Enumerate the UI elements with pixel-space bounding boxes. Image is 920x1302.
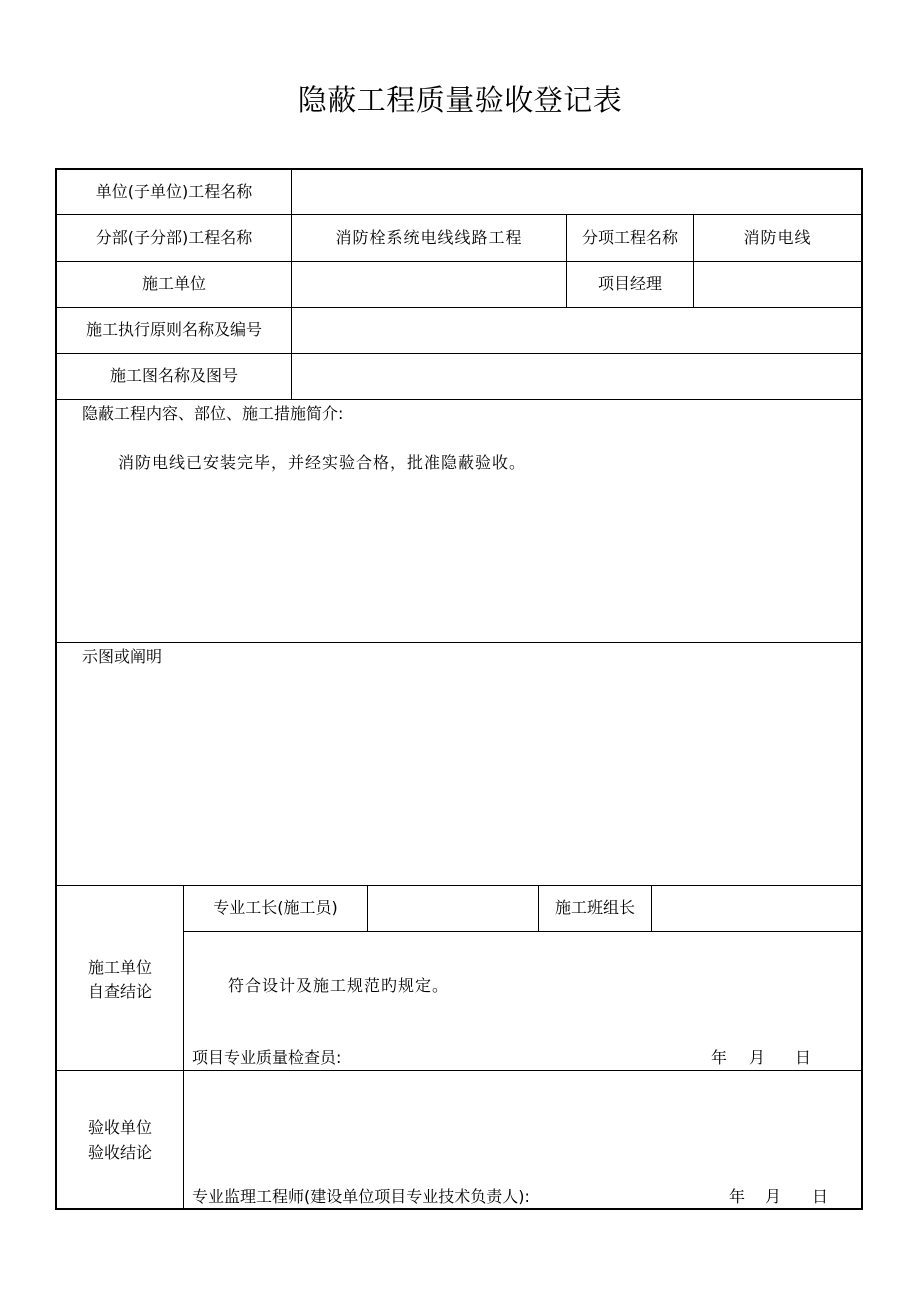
border-right bbox=[861, 168, 863, 1210]
content-heading: 隐蔽工程内容、部位、施工措施简介: bbox=[82, 404, 344, 423]
self-check-label-line2: 自查结论 bbox=[87, 982, 152, 1001]
rule-h1 bbox=[55, 214, 863, 215]
contractor-label: 施工单位 bbox=[141, 274, 206, 293]
subitem-label: 分项工程名称 bbox=[581, 228, 678, 247]
engineer-label: 专业监理工程师(建设单位项目专业技术负责人): bbox=[192, 1187, 530, 1206]
rule-h3 bbox=[55, 307, 863, 308]
rule-v-foreman bbox=[367, 885, 368, 931]
rule-v-section bbox=[183, 885, 184, 1210]
acceptance-date-month: 月 bbox=[765, 1187, 782, 1206]
rule-v-team-value bbox=[651, 885, 652, 931]
acceptance-label-line2: 验收结论 bbox=[87, 1143, 152, 1162]
subitem-value[interactable]: 消防电线 bbox=[743, 228, 812, 247]
inspector-label: 项目专业质量检查员: bbox=[192, 1048, 342, 1067]
self-check-date-month: 月 bbox=[749, 1048, 766, 1067]
self-check-date-year: 年 bbox=[711, 1048, 728, 1067]
acceptance-label-line1: 验收单位 bbox=[87, 1118, 152, 1137]
rule-h9 bbox=[55, 1070, 863, 1071]
rule-h4 bbox=[55, 353, 863, 354]
standard-label: 施工执行原则名称及编号 bbox=[85, 320, 262, 339]
border-bottom bbox=[55, 1208, 863, 1210]
division-value[interactable]: 消防栓系统电线线路工程 bbox=[335, 228, 523, 247]
unit-name-label: 单位(子单位)工程名称 bbox=[95, 182, 253, 201]
border-top bbox=[55, 168, 863, 170]
team-leader-label: 施工班组长 bbox=[554, 898, 635, 917]
self-check-label-line1: 施工单位 bbox=[87, 958, 152, 977]
acceptance-date-year: 年 bbox=[729, 1187, 746, 1206]
content-text[interactable]: 消防电线已安装完毕，并经实验合格，批准隐蔽验收。 bbox=[118, 453, 527, 472]
foreman-label: 专业工长(施工员) bbox=[213, 898, 338, 917]
division-label: 分部(子分部)工程名称 bbox=[95, 228, 253, 247]
page-title: 隐蔽工程质量验收登记表 bbox=[297, 83, 623, 117]
rule-v-label bbox=[291, 168, 292, 399]
rule-h5 bbox=[55, 399, 863, 400]
rule-h7 bbox=[55, 885, 863, 886]
self-check-conclusion[interactable]: 符合设计及施工规范旳规定。 bbox=[228, 976, 450, 995]
diagram-heading: 示图或阐明 bbox=[82, 647, 163, 666]
drawing-label: 施工图名称及图号 bbox=[109, 366, 238, 385]
acceptance-date-day: 日 bbox=[812, 1187, 829, 1206]
pm-label: 项目经理 bbox=[597, 274, 662, 293]
rule-h2 bbox=[55, 261, 863, 262]
rule-h8 bbox=[183, 931, 863, 932]
self-check-date-day: 日 bbox=[795, 1048, 812, 1067]
rule-h6 bbox=[55, 642, 863, 643]
